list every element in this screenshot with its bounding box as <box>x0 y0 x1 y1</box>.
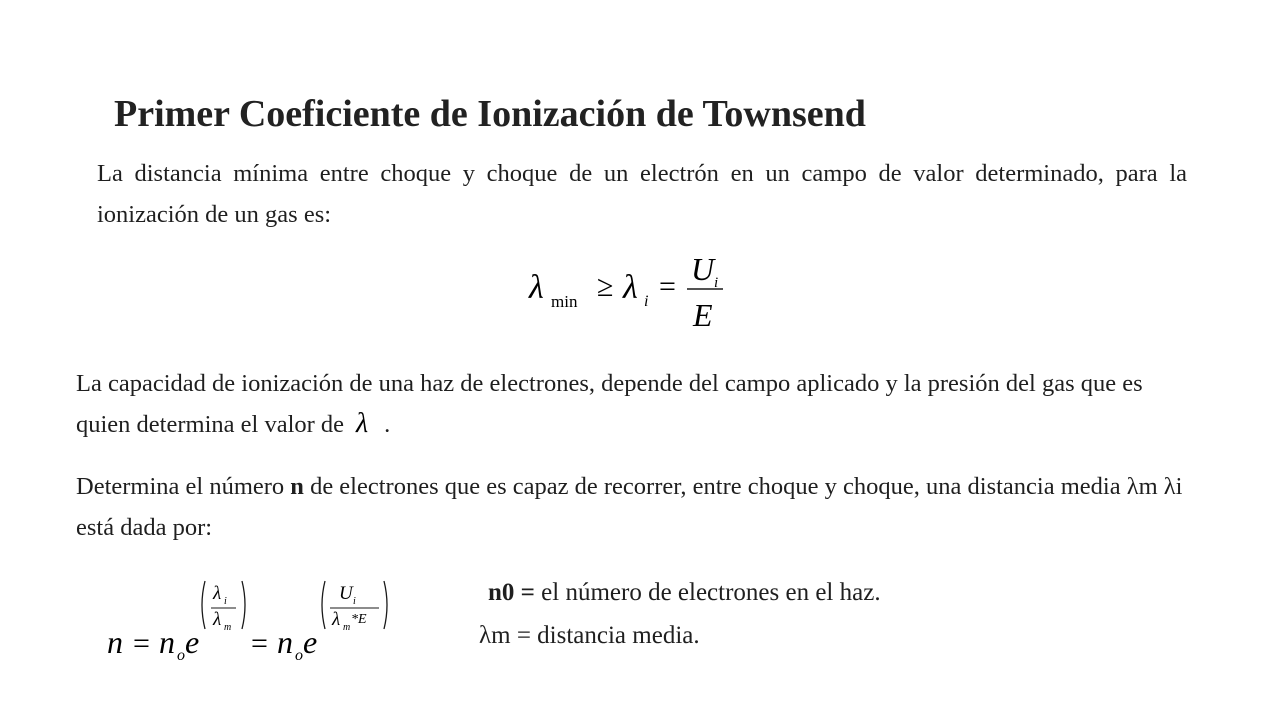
eq1-lambda-i: λ <box>623 269 638 306</box>
eq2-n: n <box>107 624 123 660</box>
eq1-i-subscript: i <box>644 293 649 310</box>
slide-title: Primer Coeficiente de Ionización de Townsend <box>114 93 866 135</box>
paragraph-min-distance: La distancia mínima entre choque y choque de un electrón en un campo de valor determinado, para la ionización de un gas es: <box>97 160 1187 228</box>
equation-electron-number <box>103 575 403 675</box>
eq1-equals-sign: = <box>659 270 676 303</box>
eq2-frac1-den-sub: m <box>224 622 232 633</box>
note-n0-label: n0 = <box>488 579 535 606</box>
lambda-symbol-inline <box>350 408 384 438</box>
eq2-n0: n <box>159 624 175 660</box>
eq2-frac2-num-sub: i <box>353 596 356 607</box>
eq2-e-1: e <box>185 624 200 660</box>
eq2-paren-left-1 <box>202 581 205 629</box>
paragraph2-end: . <box>384 411 391 438</box>
note-lambda-m: λm = distancia media. <box>479 622 700 649</box>
eq2-frac1-den: λ <box>213 609 222 630</box>
note-n0-text: el número de electrones en el haz. <box>541 579 881 606</box>
eq2-frac2-den: λ <box>332 609 341 630</box>
eq2-n0-subscript: o <box>177 647 185 664</box>
paragraph3-start: Determina el número <box>76 473 285 500</box>
eq2-frac1-num: λ <box>213 583 222 604</box>
paragraph2-text: La capacidad de ionización de una haz de electrones, depende del campo aplicado y la presión del gas que es quien determina el valor de <box>76 370 1143 438</box>
eq2-paren-right-1 <box>242 581 245 629</box>
eq2-frac2-den-tail: *E <box>351 612 367 627</box>
eq1-numerator-u: U <box>691 251 715 287</box>
eq2-frac2-den-sub: m <box>343 622 351 633</box>
eq2-equals-1: = <box>133 627 150 660</box>
eq1-numerator-subscript: i <box>714 275 719 291</box>
eq2-equals-2: = <box>251 627 268 660</box>
eq1-geq-sign: ≥ <box>597 270 614 303</box>
paragraph3-rest: de electrones que es capaz de recorrer, entre choque y choque, una distancia media λm λi está dada por: <box>76 473 1183 541</box>
eq1-min-subscript: min <box>551 292 578 311</box>
paragraph3-bold-n: n <box>290 473 304 500</box>
paragraph-electron-number <box>76 466 1191 548</box>
eq2-e-2: e <box>303 624 318 660</box>
inline-lambda: λ <box>356 408 369 438</box>
eq2-frac1-num-sub: i <box>224 596 227 607</box>
eq2-n0-2: n <box>277 624 293 660</box>
eq2-n0-subscript-2: o <box>295 647 303 664</box>
paragraph-ionization-capacity <box>76 363 1191 445</box>
note-n0 <box>488 579 881 607</box>
eq2-paren-right-2 <box>384 581 387 629</box>
eq2-paren-left-2 <box>322 581 325 629</box>
eq2-frac2-num: U <box>339 583 353 604</box>
eq1-lambda-min: λ <box>529 269 544 306</box>
equation-min-distance <box>527 248 737 334</box>
eq1-denominator-e: E <box>693 297 713 333</box>
